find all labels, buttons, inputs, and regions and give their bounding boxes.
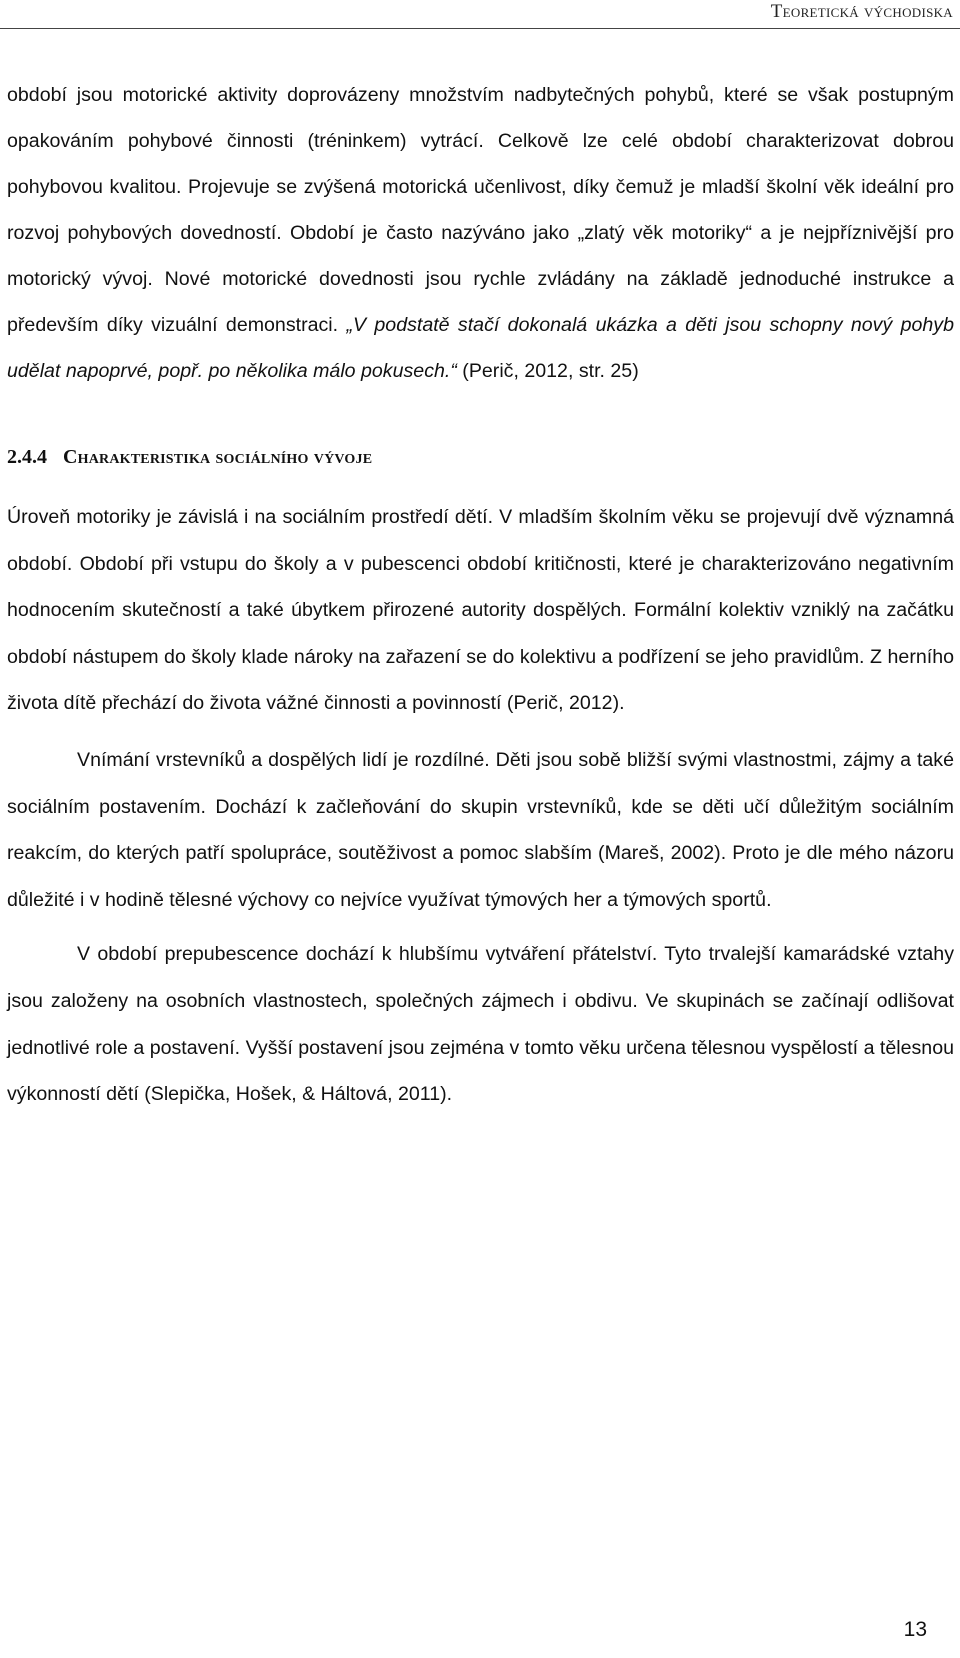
- header-rule: [0, 28, 960, 29]
- spacer: [7, 470, 954, 494]
- quote-text: „V podstatě stačí dokonalá ukázka a děti jsou schopny nový pohyb udělat napoprvé, popř. po několika málo pokusech.“: [7, 314, 954, 382]
- document-body: [7, 72, 954, 1118]
- citation-text: (Perič, 2012, str. 25): [456, 360, 639, 382]
- section-title: Charakteristika sociálního vývoje: [63, 446, 373, 468]
- spacer: [7, 394, 954, 444]
- intro-text: období jsou motorické aktivity doprovázeny množstvím nadbytečných pohybů, které se však postupným opakováním pohybové činnosti (tréninkem) vytrácí. Celkově lze celé období charakterizovat dobrou pohybovou kvalitou. Projevuje se zvýšená motorická učenlivost, díky čemuž je mladší školní věk ideální pro rozvoj pohybových dovedností. Období je často nazýváno jako „zlatý věk motoriky“ a je nejpříznivější pro motorický vývoj. Nové motorické dovednosti jsou rychle zvládány na základě jednoduché instrukce a především díky vizuální demonstraci.: [7, 84, 954, 336]
- paragraph-3: V období prepubescence dochází k hlubšímu vytváření přátelství. Tyto trvalejší kamarádské vztahy jsou založeny na osobních vlastnostech, společných zájmech i obdivu. Ve skupinách se začínají odlišovat jednotlivé role a postavení. Vyšší postavení jsou zejména v tomto věku určena tělesnou vyspělostí a tělesnou výkonností dětí (Slepička, Hošek, & Háltová, 2011).: [7, 943, 954, 1106]
- paragraph-2: Vnímání vrstevníků a dospělých lidí je rozdílné. Děti jsou sobě bližší svými vlastnostmi, zájmy a také sociálním postavením. Dochází k začleňování do skupin vrstevníků, kde se děti učí důležitým sociálním reakcím, do kterých patří spolupráce, soutěživost a pomoc slabším (Mareš, 2002). Proto je dle mého názoru důležité i v hodině tělesné výchovy co nejvíce využívat týmových her a týmových sportů.: [7, 748, 954, 911]
- section-number: 2.4.4: [7, 446, 47, 468]
- page-number: 13: [903, 1618, 927, 1641]
- running-header: Teoretická východiska: [770, 1, 953, 22]
- paragraph-1: Úroveň motoriky je závislá i na sociálním prostředí dětí. V mladším školním věku se projevují dvě významná období. Období při vstupu do školy a v pubescenci období kritičnosti, které je charakterizováno negativním hodnocením skutečností a také úbytkem přirozené autority dospělých. Formální kolektiv vzniklý na začátku období nástupem do školy klade nároky na zařazení se do kolektivu a podřízení se jeho pravidlům. Z herního života dítě přechází do života vážné činnosti a povinností (Perič, 2012).: [7, 506, 954, 715]
- intro-paragraph: [7, 72, 954, 394]
- section-heading: [7, 444, 954, 470]
